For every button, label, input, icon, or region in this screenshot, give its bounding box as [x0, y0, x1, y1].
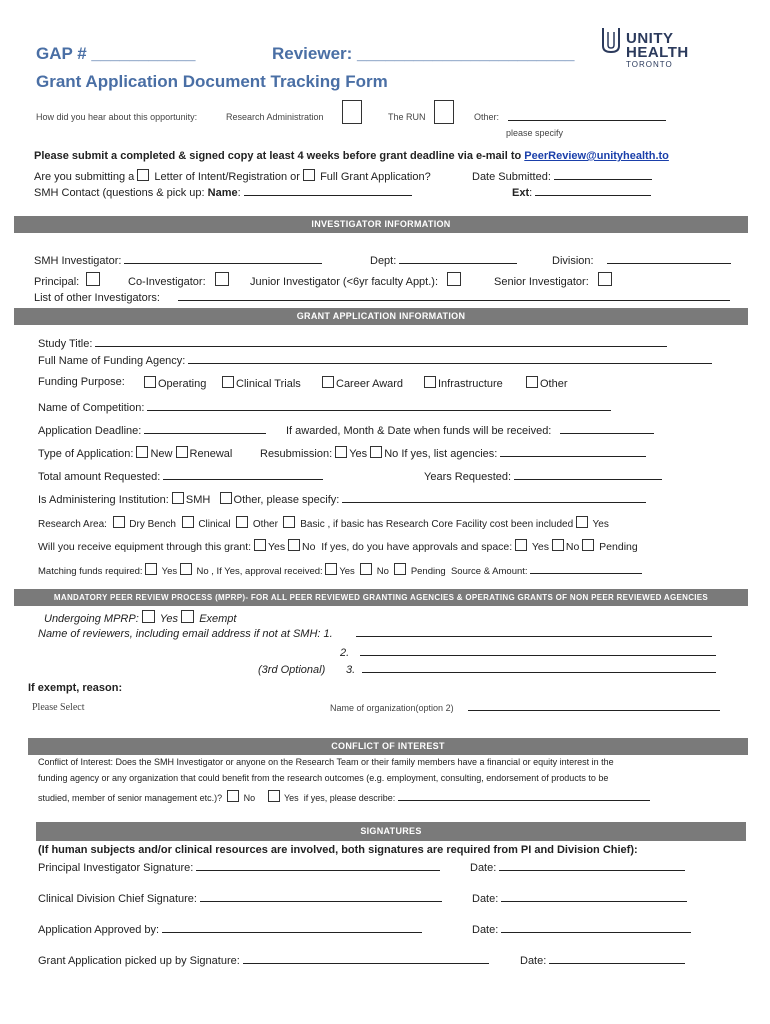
- dry-bench-checkbox[interactable]: [113, 516, 125, 528]
- operating-checkbox[interactable]: [144, 376, 156, 388]
- pi-date-input[interactable]: [499, 860, 685, 871]
- signatures-band: SIGNATURES: [36, 822, 746, 841]
- matching-yes-checkbox[interactable]: [145, 563, 157, 575]
- coi-no-label: No: [243, 793, 256, 803]
- competition-input[interactable]: [147, 400, 611, 411]
- source-research-admin: Research Administration: [226, 112, 324, 122]
- approval-pending-checkbox[interactable]: [394, 563, 406, 575]
- coi-yes-label: Yes: [284, 793, 299, 803]
- funding-agency-input[interactable]: [188, 353, 712, 364]
- grant-band: GRANT APPLICATION INFORMATION: [14, 308, 748, 325]
- equipment-yes-checkbox[interactable]: [254, 539, 266, 551]
- approval-yes-checkbox[interactable]: [325, 563, 337, 575]
- total-amount-input[interactable]: [163, 469, 323, 480]
- new-checkbox[interactable]: [136, 446, 148, 458]
- pickup-signature-label: Grant Application picked up by Signature:: [38, 955, 240, 967]
- submitting-label: Are you submitting a: [34, 171, 135, 183]
- deadline-label: Application Deadline:: [38, 425, 142, 437]
- reviewer-3-number: 3.: [346, 664, 356, 676]
- page-title: Grant Application Document Tracking Form: [36, 72, 388, 91]
- exempt-reason-select[interactable]: Please Select: [32, 702, 85, 713]
- funding-agency-label: Full Name of Funding Agency:: [38, 355, 186, 367]
- other-source-input[interactable]: [508, 110, 666, 121]
- equipment-label: Will you receive equipment through this grant:: [38, 541, 252, 553]
- loi-checkbox[interactable]: [137, 169, 149, 181]
- principal-label: Principal:: [34, 276, 80, 288]
- matching-funds-label: Matching funds required:: [38, 566, 143, 577]
- coi-line-1: Conflict of Interest: Does the SMH Investigator or anyone on the Research Team or their family members have a financial or equity interest in the: [38, 757, 614, 767]
- dept-input[interactable]: [399, 253, 517, 264]
- years-requested-label: Years Requested:: [424, 471, 512, 483]
- mprp-band: MANDATORY PEER REVIEW PROCESS (MPRP)- FOR ALL PEER REVIEWED GRANTING AGENCIES & OPERATING GRANTS OF NON PEER REVIEWED AGENCIES: [14, 589, 748, 606]
- approved-date-label: Date:: [472, 924, 499, 936]
- approvals-label: If yes, do you have approvals and space:: [321, 541, 513, 553]
- source-amount-input[interactable]: [530, 563, 642, 574]
- dept-label: Dept:: [370, 255, 397, 267]
- approval-no-checkbox[interactable]: [360, 563, 372, 575]
- reviewer-1-input[interactable]: [356, 626, 712, 637]
- mprp-yes-checkbox[interactable]: [142, 610, 155, 623]
- renewal-checkbox[interactable]: [176, 446, 188, 458]
- submit-notice: Please submit a completed & signed copy at least 4 weeks before grant deadline via e-mail to: [34, 150, 522, 162]
- coi-band: CONFLICT OF INTEREST: [28, 738, 748, 755]
- research-area-label: Research Area:: [38, 519, 107, 530]
- research-admin-checkbox[interactable]: [342, 100, 362, 124]
- date-submitted-label: Date Submitted:: [472, 171, 551, 183]
- organization-label: Name of organization(option 2): [330, 703, 454, 713]
- other-purpose-label: Other: [540, 378, 568, 390]
- study-title-input[interactable]: [95, 336, 667, 347]
- approvals-pending-label: Pending: [599, 541, 638, 553]
- chief-date-input[interactable]: [501, 891, 687, 902]
- coi-no-checkbox[interactable]: [227, 790, 239, 802]
- division-label: Division:: [552, 255, 594, 267]
- mprp-yes-label: Yes: [159, 613, 179, 625]
- if-exempt-label: If exempt, reason:: [28, 682, 123, 694]
- ext-input[interactable]: [535, 185, 651, 196]
- pickup-date-input[interactable]: [549, 953, 685, 964]
- approvals-yes-label: Yes: [531, 541, 549, 553]
- if-yes-agencies-label: If yes, list agencies:: [401, 448, 498, 460]
- infrastructure-label: Infrastructure: [438, 378, 503, 390]
- name-label: Name: [207, 187, 238, 199]
- smh-investigator-input[interactable]: [124, 253, 322, 264]
- coi-yes-checkbox[interactable]: [268, 790, 280, 802]
- other-institution-checkbox[interactable]: [220, 492, 232, 504]
- approvals-yes-checkbox[interactable]: [515, 539, 527, 551]
- coi-line-2: funding agency or any organization that could benefit from the research outcomes (e.g. employment, consulting, endorsement of products to be: [38, 773, 609, 783]
- other-institution-label: Other, please specify:: [233, 494, 340, 506]
- pi-signature-label: Principal Investigator Signature:: [38, 862, 194, 874]
- renewal-label: Renewal: [189, 448, 233, 460]
- junior-investigator-label: Junior Investigator (<6yr faculty Appt.):: [250, 276, 439, 288]
- smh-label: SMH: [185, 494, 211, 506]
- matching-no-checkbox[interactable]: [180, 563, 192, 575]
- senior-investigator-label: Senior Investigator:: [494, 276, 589, 288]
- ext-label: Ext: [512, 187, 530, 199]
- full-application-label: Full Grant Application?: [320, 171, 431, 183]
- clinical-trials-label: Clinical Trials: [236, 378, 301, 390]
- approved-by-input[interactable]: [162, 922, 422, 933]
- division-input[interactable]: [607, 253, 731, 264]
- full-application-checkbox[interactable]: [303, 169, 315, 181]
- reviewers-label: Name of reviewers, including email address if not at SMH: 1.: [38, 628, 333, 640]
- coi-line-3: studied, member of senior management etc.)?: [38, 793, 223, 803]
- mprp-exempt-label: Exempt: [199, 613, 237, 625]
- basic-area-checkbox[interactable]: [283, 516, 295, 528]
- pickup-date-label: Date:: [520, 955, 547, 967]
- other-area-label: Other: [252, 519, 278, 530]
- infrastructure-checkbox[interactable]: [424, 376, 436, 388]
- loi-label: Letter of Intent/Registration or: [154, 171, 300, 183]
- resubmission-label: Resubmission:: [260, 448, 333, 460]
- reviewer-2-number: 2.: [340, 647, 350, 659]
- third-optional-label: (3rd Optional): [258, 664, 326, 676]
- chief-date-label: Date:: [472, 893, 499, 905]
- smh-contact-label: SMH Contact (questions & pick up:: [34, 187, 205, 199]
- approved-date-input[interactable]: [501, 922, 691, 933]
- pickup-signature-input[interactable]: [243, 953, 489, 964]
- reviewer-2-input[interactable]: [360, 645, 716, 656]
- source-question: How did you hear about this opportunity:: [36, 112, 198, 122]
- matching-yes-label: Yes: [161, 566, 178, 577]
- approvals-pending-checkbox[interactable]: [582, 539, 594, 551]
- junior-investigator-checkbox[interactable]: [447, 272, 461, 286]
- source-the-run: The RUN: [388, 112, 426, 122]
- years-requested-input[interactable]: [514, 469, 662, 480]
- source-other: Other:: [474, 112, 500, 122]
- competition-label: Name of Competition:: [38, 402, 145, 414]
- pi-signature-input[interactable]: [196, 860, 440, 871]
- organization-input[interactable]: [468, 700, 720, 711]
- coi-describe-label: if yes, please describe:: [303, 793, 396, 803]
- administering-label: Is Administering Institution:: [38, 494, 169, 506]
- resub-no-label: No: [384, 448, 399, 460]
- dry-bench-label: Dry Bench: [129, 519, 176, 530]
- other-area-checkbox[interactable]: [236, 516, 248, 528]
- agencies-input[interactable]: [500, 446, 646, 457]
- core-yes-checkbox[interactable]: [576, 516, 588, 528]
- resub-no-checkbox[interactable]: [370, 446, 382, 458]
- senior-investigator-checkbox[interactable]: [598, 272, 612, 286]
- date-submitted-input[interactable]: [554, 169, 652, 180]
- clinical-area-checkbox[interactable]: [182, 516, 194, 528]
- core-yes-label: Yes: [592, 519, 609, 530]
- mprp-exempt-checkbox[interactable]: [181, 610, 194, 623]
- resub-yes-checkbox[interactable]: [335, 446, 347, 458]
- if-awarded-label: If awarded, Month & Date when funds will be received:: [286, 425, 552, 437]
- co-investigator-label: Co-Investigator:: [128, 276, 206, 288]
- resub-yes-label: Yes: [349, 448, 368, 460]
- total-amount-label: Total amount Requested:: [38, 471, 161, 483]
- operating-label: Operating: [158, 378, 207, 390]
- logo-sub-text: TORONTO: [626, 60, 673, 69]
- if-awarded-input[interactable]: [560, 423, 654, 434]
- reviewer-3-input[interactable]: [362, 662, 716, 673]
- smh-investigator-label: SMH Investigator:: [34, 255, 122, 267]
- co-investigator-checkbox[interactable]: [215, 272, 229, 286]
- other-investigators-input[interactable]: [178, 290, 730, 301]
- peer-review-email-link[interactable]: PeerReview@unityhealth.to: [524, 150, 669, 162]
- approval-yes-label: Yes: [339, 566, 355, 577]
- reviewer-field: Reviewer: _______________________: [272, 44, 575, 63]
- career-award-checkbox[interactable]: [322, 376, 334, 388]
- contact-name-input[interactable]: [244, 185, 412, 196]
- undergoing-mprp-label: Undergoing MPRP:: [44, 613, 139, 625]
- source-amount-label: Source & Amount:: [450, 566, 528, 577]
- the-run-checkbox[interactable]: [434, 100, 454, 124]
- clinical-trials-checkbox[interactable]: [222, 376, 234, 388]
- equipment-no-label: No: [302, 541, 316, 553]
- approvals-no-checkbox[interactable]: [552, 539, 564, 551]
- clinical-area-label: Clinical: [198, 519, 231, 530]
- study-title-label: Study Title:: [38, 338, 93, 350]
- approval-no-label: No: [376, 566, 389, 577]
- gap-number: GAP # ___________: [36, 44, 196, 63]
- approvals-no-label: No: [565, 541, 580, 553]
- other-purpose-checkbox[interactable]: [526, 376, 538, 388]
- logo-icon: [600, 26, 622, 54]
- career-award-label: Career Award: [336, 378, 404, 390]
- principal-checkbox[interactable]: [86, 272, 100, 286]
- deadline-input[interactable]: [144, 423, 266, 434]
- investigator-band: INVESTIGATOR INFORMATION: [14, 216, 748, 233]
- type-label: Type of Application:: [38, 448, 134, 460]
- signatures-note: (If human subjects and/or clinical resources are involved, both signatures are required from PI and Division Chief):: [38, 844, 638, 856]
- basic-area-label: Basic , if basic has Research Core Facility cost been included: [300, 519, 574, 530]
- equipment-no-checkbox[interactable]: [288, 539, 300, 551]
- new-label: New: [150, 448, 173, 460]
- chief-signature-input[interactable]: [200, 891, 442, 902]
- matching-no-label: No , If Yes, approval received:: [196, 566, 323, 577]
- chief-signature-label: Clinical Division Chief Signature:: [38, 893, 197, 905]
- smh-checkbox[interactable]: [172, 492, 184, 504]
- coi-describe-input[interactable]: [398, 790, 650, 801]
- approval-pending-label: Pending: [410, 566, 446, 577]
- other-institution-input[interactable]: [342, 492, 646, 503]
- approved-by-label: Application Approved by:: [38, 924, 160, 936]
- funding-purpose-label: Funding Purpose:: [38, 376, 125, 388]
- equipment-yes-label: Yes: [267, 541, 286, 553]
- other-investigators-label: List of other Investigators:: [34, 292, 160, 304]
- please-specify: please specify: [506, 128, 564, 138]
- pi-date-label: Date:: [470, 862, 497, 874]
- logo-main-text: UNITY HEALTH: [626, 30, 689, 61]
